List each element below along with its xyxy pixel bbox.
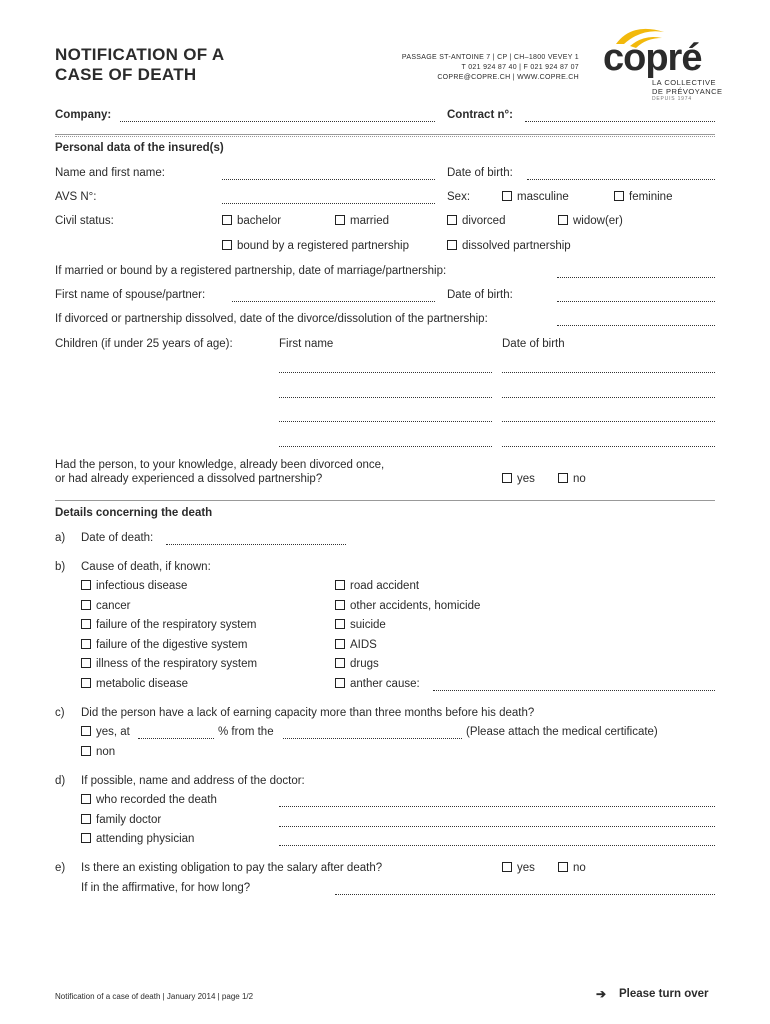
avs-field[interactable] xyxy=(222,203,435,204)
salary-yes-option[interactable] xyxy=(502,861,535,875)
checkbox-icon[interactable] xyxy=(335,619,345,629)
doctor-option[interactable] xyxy=(81,832,194,846)
divider xyxy=(55,500,715,501)
contract-label: Contract n°: xyxy=(447,109,513,121)
option-label: cancer xyxy=(96,600,131,612)
checkbox-icon[interactable] xyxy=(335,639,345,649)
checkbox-icon[interactable] xyxy=(81,658,91,668)
option-label: widow(er) xyxy=(573,215,623,227)
company-label: Company: xyxy=(55,109,112,121)
turn-over-note: Please turn over xyxy=(619,988,709,1000)
option-label: AIDS xyxy=(350,639,377,651)
checkbox-icon[interactable] xyxy=(81,600,91,610)
option-label: bound by a registered partnership xyxy=(237,240,409,252)
checkbox-icon[interactable] xyxy=(335,215,345,225)
doctor-field[interactable] xyxy=(279,806,715,807)
spouse-dob-field[interactable] xyxy=(557,301,715,302)
cause-option[interactable] xyxy=(335,657,379,671)
form-title-line2: CASE OF DEATH xyxy=(55,65,197,84)
address-line3: COPRE@COPRE.CH | WWW.COPRE.CH xyxy=(437,74,579,81)
option-label: feminine xyxy=(629,191,673,203)
doctor-label: If possible, name and address of the doctor: xyxy=(81,775,305,787)
cause-option[interactable] xyxy=(81,657,257,671)
option-label: yes xyxy=(517,862,535,874)
checkbox-icon[interactable] xyxy=(614,191,624,201)
checkbox-icon[interactable] xyxy=(81,833,91,843)
logo-since: DEPUIS 1974 xyxy=(652,96,692,102)
checkbox-icon[interactable] xyxy=(502,473,512,483)
checkbox-icon[interactable] xyxy=(222,240,232,250)
name-field[interactable] xyxy=(222,179,435,180)
earning-percent-field[interactable] xyxy=(138,738,214,739)
option-label: non xyxy=(96,746,116,758)
option-label: infectious disease xyxy=(96,580,188,592)
doctor-field[interactable] xyxy=(279,826,715,827)
option-label: divorced xyxy=(462,215,506,227)
option-label: metabolic disease xyxy=(96,678,189,690)
child-dob-field[interactable] xyxy=(502,372,715,373)
checkbox-icon[interactable] xyxy=(335,678,345,688)
earning-from-date-field[interactable] xyxy=(283,738,462,739)
cause-option[interactable] xyxy=(81,599,131,613)
option-label: married xyxy=(350,215,389,227)
divider xyxy=(55,134,715,135)
checkbox-icon[interactable] xyxy=(558,215,568,225)
option-label: dissolved partnership xyxy=(462,240,571,252)
earning-yes-option[interactable] xyxy=(81,725,130,739)
arrow-right-icon: ➔ xyxy=(596,987,607,1001)
prev-divorce-question-line2: or had already experienced a dissolved partnership? xyxy=(55,473,323,485)
child-first-name-field[interactable] xyxy=(279,397,492,398)
other-cause-field[interactable] xyxy=(433,690,715,691)
prev-divorce-yes-option[interactable] xyxy=(502,472,535,486)
option-label: masculine xyxy=(517,191,569,203)
divorce-date-label: If divorced or partnership dissolved, date of the divorce/dissolution of the partnership: xyxy=(55,313,488,325)
option-label: road accident xyxy=(350,580,420,592)
checkbox-icon[interactable] xyxy=(335,580,345,590)
cause-option[interactable] xyxy=(335,599,480,613)
section-heading-personal: Personal data of the insured(s) xyxy=(55,142,224,154)
item-letter-e: e) xyxy=(55,862,66,874)
civil-married-option[interactable] xyxy=(335,214,389,228)
child-first-name-field[interactable] xyxy=(279,446,492,447)
option-label: attending physician xyxy=(96,833,195,845)
cause-option[interactable] xyxy=(335,638,377,652)
salary-duration-label: If in the affirmative, for how long? xyxy=(81,882,251,894)
cause-option[interactable] xyxy=(81,677,188,691)
option-label: suicide xyxy=(350,619,386,631)
checkbox-icon[interactable] xyxy=(447,215,457,225)
children-label: Children (if under 25 years of age): xyxy=(55,338,233,350)
doctor-option[interactable] xyxy=(81,813,161,827)
child-dob-field[interactable] xyxy=(502,397,715,398)
child-dob-field[interactable] xyxy=(502,446,715,447)
cause-option[interactable] xyxy=(81,618,256,632)
doctor-field[interactable] xyxy=(279,845,715,846)
checkbox-icon[interactable] xyxy=(558,862,568,872)
option-label: illness of the respiratory system xyxy=(96,658,258,670)
item-letter-d: d) xyxy=(55,775,66,787)
percent-from-label: % from the xyxy=(218,726,274,738)
marriage-date-field[interactable] xyxy=(557,277,715,278)
form-title-line1: NOTIFICATION OF A xyxy=(55,45,225,64)
earning-non-option[interactable] xyxy=(81,745,115,759)
dob-field[interactable] xyxy=(527,179,715,180)
prev-divorce-question-line1: Had the person, to your knowledge, already been divorced once, xyxy=(55,459,385,471)
cause-option[interactable] xyxy=(81,638,248,652)
civil-divorced-option[interactable] xyxy=(447,214,505,228)
avs-label: AVS N°: xyxy=(55,191,97,203)
option-label: other accidents, homicide xyxy=(350,600,481,612)
name-label: Name and first name: xyxy=(55,167,165,179)
children-first-name-header: First name xyxy=(279,338,334,350)
section-heading-death: Details concerning the death xyxy=(55,507,213,519)
checkbox-icon[interactable] xyxy=(502,191,512,201)
civil-partnership-option[interactable] xyxy=(222,239,409,253)
divorce-date-field[interactable] xyxy=(557,325,715,326)
salary-duration-field[interactable] xyxy=(335,894,715,895)
option-label: no xyxy=(573,862,586,874)
contract-field[interactable] xyxy=(525,121,715,122)
checkbox-icon[interactable] xyxy=(447,240,457,250)
logo-wordmark: copré xyxy=(603,37,702,79)
cause-option[interactable] xyxy=(335,618,386,632)
cause-option[interactable] xyxy=(81,579,187,593)
child-first-name-field[interactable] xyxy=(279,372,492,373)
salary-question: Is there an existing obligation to pay the salary after death? xyxy=(81,862,383,874)
attach-certificate-note: (Please attach the medical certificate) xyxy=(466,726,658,738)
checkbox-icon[interactable] xyxy=(81,814,91,824)
company-field[interactable] xyxy=(120,121,435,122)
option-label: no xyxy=(573,473,586,485)
checkbox-icon[interactable] xyxy=(335,658,345,668)
checkbox-icon[interactable] xyxy=(81,746,91,756)
logo-sub2: DE PRÉVOYANCE xyxy=(652,87,723,96)
spouse-field[interactable] xyxy=(232,301,435,302)
checkbox-icon[interactable] xyxy=(81,619,91,629)
checkbox-icon[interactable] xyxy=(81,726,91,736)
death-date-field[interactable] xyxy=(166,544,346,545)
checkbox-icon[interactable] xyxy=(335,600,345,610)
footer-text: Notification of a case of death | January 2014 | page 1/2 xyxy=(55,992,254,1001)
sex-masculine-option[interactable] xyxy=(502,190,569,204)
option-label: drugs xyxy=(350,658,379,670)
civil-status-label: Civil status: xyxy=(55,215,114,227)
checkbox-icon[interactable] xyxy=(558,473,568,483)
item-letter-b: b) xyxy=(55,561,66,573)
child-first-name-field[interactable] xyxy=(279,421,492,422)
death-date-label: Date of death: xyxy=(81,532,154,544)
spouse-dob-label: Date of birth: xyxy=(447,289,513,301)
option-label: yes, at xyxy=(96,726,130,738)
checkbox-icon[interactable] xyxy=(222,215,232,225)
checkbox-icon[interactable] xyxy=(81,794,91,804)
checkbox-icon[interactable] xyxy=(502,862,512,872)
logo-sub1: LA COLLECTIVE xyxy=(652,78,717,87)
sex-label: Sex: xyxy=(447,191,471,203)
option-label: failure of the respiratory system xyxy=(96,619,257,631)
option-label: family doctor xyxy=(96,814,162,826)
address-line1: PASSAGE ST-ANTOINE 7 | CP | CH–1800 VEVEY 1 xyxy=(401,54,579,61)
marriage-date-label: If married or bound by a registered partnership, date of marriage/partnership: xyxy=(55,265,447,277)
option-label: yes xyxy=(517,473,535,485)
civil-bachelor-option[interactable] xyxy=(222,214,281,228)
prev-divorce-no-option[interactable] xyxy=(558,472,586,486)
checkbox-icon[interactable] xyxy=(81,639,91,649)
doctor-option[interactable] xyxy=(81,793,217,807)
civil-widow-option[interactable] xyxy=(558,214,623,228)
item-letter-a: a) xyxy=(55,532,66,544)
option-label: anther cause: xyxy=(350,678,420,690)
civil-dissolved-option[interactable] xyxy=(447,239,571,253)
checkbox-icon[interactable] xyxy=(81,678,91,688)
option-label: bachelor xyxy=(237,215,282,227)
item-letter-c: c) xyxy=(55,707,65,719)
cause-option[interactable] xyxy=(335,579,419,593)
child-dob-field[interactable] xyxy=(502,421,715,422)
checkbox-icon[interactable] xyxy=(81,580,91,590)
option-label: who recorded the death xyxy=(96,794,217,806)
earning-capacity-question: Did the person have a lack of earning capacity more than three months before his death? xyxy=(81,707,535,719)
children-dob-header: Date of birth xyxy=(502,338,565,350)
cause-option[interactable] xyxy=(335,677,420,691)
sex-feminine-option[interactable] xyxy=(614,190,672,204)
option-label: failure of the digestive system xyxy=(96,639,248,651)
dob-label: Date of birth: xyxy=(447,167,513,179)
address-line2: T 021 924 87 40 | F 021 924 87 07 xyxy=(461,64,579,71)
cause-label: Cause of death, if known: xyxy=(81,561,211,573)
divider xyxy=(55,136,715,137)
spouse-label: First name of spouse/partner: xyxy=(55,289,206,301)
salary-no-option[interactable] xyxy=(558,861,586,875)
